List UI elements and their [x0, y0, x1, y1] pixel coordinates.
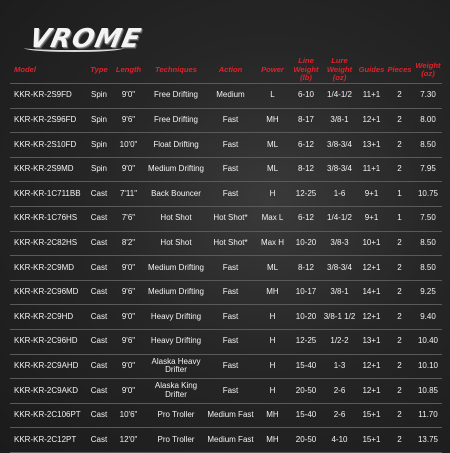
rod-spec-table [10, 57, 442, 453]
cell-line-weight: 10-17 [291, 280, 321, 305]
cell-power: ML [254, 256, 291, 281]
cell-pieces: 2 [385, 231, 414, 256]
cell-type: Cast [86, 256, 112, 281]
cell-power: MH [254, 428, 291, 453]
cell-line-weight: 12-25 [291, 329, 321, 354]
cell-techniques: Pro Troller [145, 428, 207, 453]
cell-lure-weight: 1/2-2 [321, 329, 358, 354]
header-action: Action [218, 64, 243, 74]
cell-model: KKR-KR-2C9AHD [10, 354, 86, 379]
cell-techniques: Free Drifting [145, 108, 207, 133]
header-length: Length [115, 64, 142, 74]
cell-length: 8'2" [112, 231, 145, 256]
cell-action: Fast [207, 280, 254, 305]
cell-power: H [254, 329, 291, 354]
table-row [10, 329, 442, 354]
cell-length: 9'0" [112, 379, 145, 404]
cell-guides: 14+1 [358, 280, 385, 305]
cell-pieces: 2 [385, 403, 414, 428]
cell-techniques: Heavy Drifting [145, 329, 207, 354]
cell-guides: 15+1 [358, 403, 385, 428]
header-power: Power [261, 64, 284, 74]
cell-power: Max L [254, 206, 291, 231]
cell-length: 9'0" [112, 305, 145, 330]
cell-action: Fast [207, 133, 254, 158]
cell-guides: 12+1 [358, 256, 385, 281]
header-guides: Guides [358, 64, 385, 74]
cell-lure-weight: 1/4-1/2 [321, 206, 358, 231]
cell-type: Spin [86, 133, 112, 158]
cell-guides: 13+1 [358, 133, 385, 158]
cell-power: ML [254, 133, 291, 158]
header-pieces: Pieces [387, 64, 412, 74]
cell-pieces: 2 [385, 157, 414, 182]
cell-action: Medium [207, 84, 254, 109]
cell-type: Cast [86, 379, 112, 404]
cell-weight: 8.00 [414, 108, 442, 133]
table-row [10, 305, 442, 330]
cell-weight: 8.50 [414, 231, 442, 256]
cell-line-weight: 20-50 [291, 379, 321, 404]
cell-lure-weight: 2-6 [321, 403, 358, 428]
cell-pieces: 1 [385, 182, 414, 207]
table-row [10, 428, 442, 453]
cell-pieces: 2 [385, 108, 414, 133]
cell-model: KKR-KR-2S10FD [10, 133, 86, 158]
cell-weight: 10.75 [414, 182, 442, 207]
cell-power: MH [254, 403, 291, 428]
header-techniques: Techniques [155, 64, 197, 74]
cell-action: Fast [207, 354, 254, 379]
cell-lure-weight: 3/8-1 [321, 280, 358, 305]
cell-techniques: Pro Troller [145, 403, 207, 428]
cell-pieces: 2 [385, 379, 414, 404]
cell-model: KKR-KR-2C12PT [10, 428, 86, 453]
table-row [10, 231, 442, 256]
cell-weight: 9.40 [414, 305, 442, 330]
header-type: Type [90, 64, 108, 74]
cell-length: 10'6" [112, 403, 145, 428]
cell-weight: 10.10 [414, 354, 442, 379]
cell-pieces: 1 [385, 206, 414, 231]
cell-pieces: 2 [385, 256, 414, 281]
cell-line-weight: 8-12 [291, 157, 321, 182]
cell-guides: 12+1 [358, 305, 385, 330]
cell-guides: 15+1 [358, 428, 385, 453]
cell-model: KKR-KR-1C711BB [10, 182, 86, 207]
cell-pieces: 2 [385, 354, 414, 379]
cell-guides: 9+1 [358, 206, 385, 231]
cell-pieces: 2 [385, 329, 414, 354]
cell-weight: 8.50 [414, 133, 442, 158]
table-row [10, 379, 442, 404]
cell-line-weight: 6-12 [291, 133, 321, 158]
cell-lure-weight: 3/8-3 [321, 231, 358, 256]
cell-techniques: Medium Drifting [145, 157, 207, 182]
cell-model: KKR-KR-2C9MD [10, 256, 86, 281]
cell-model: KKR-KR-2S9MD [10, 157, 86, 182]
cell-line-weight: 15-40 [291, 354, 321, 379]
header-model: Model [14, 64, 36, 74]
cell-length: 9'6" [112, 280, 145, 305]
cell-length: 10'0" [112, 133, 145, 158]
cell-model: KKR-KR-2C106PT [10, 403, 86, 428]
cell-action: Medium Fast [207, 403, 254, 428]
header-lure-weight: Lure Weight (oz) [326, 56, 353, 83]
cell-techniques: Heavy Drifting [145, 305, 207, 330]
cell-techniques: Alaska King Drifter [145, 379, 207, 404]
cell-guides: 9+1 [358, 182, 385, 207]
cell-type: Cast [86, 403, 112, 428]
header-weight: Weight (oz) [415, 60, 441, 78]
cell-length: 7'6" [112, 206, 145, 231]
table-row [10, 206, 442, 231]
cell-length: 12'0" [112, 428, 145, 453]
cell-techniques: Medium Drifting [145, 256, 207, 281]
cell-length: 9'0" [112, 256, 145, 281]
logo-text: VROME [26, 24, 145, 54]
table-row [10, 84, 442, 109]
cell-line-weight: 8-12 [291, 256, 321, 281]
table-row [10, 280, 442, 305]
cell-pieces: 2 [385, 280, 414, 305]
cell-type: Cast [86, 206, 112, 231]
cell-weight: 11.70 [414, 403, 442, 428]
cell-type: Cast [86, 305, 112, 330]
table-row [10, 403, 442, 428]
cell-action: Hot Shot* [207, 231, 254, 256]
cell-lure-weight: 1-3 [321, 354, 358, 379]
cell-type: Cast [86, 182, 112, 207]
cell-action: Fast [207, 108, 254, 133]
cell-length: 9'0" [112, 354, 145, 379]
table-row [10, 354, 442, 379]
cell-power: H [254, 354, 291, 379]
cell-type: Cast [86, 231, 112, 256]
cell-type: Cast [86, 280, 112, 305]
cell-action: Fast [207, 157, 254, 182]
cell-model: KKR-KR-2C9AKD [10, 379, 86, 404]
cell-model: KKR-KR-2C9HD [10, 305, 86, 330]
table-row [10, 133, 442, 158]
cell-lure-weight: 4-10 [321, 428, 358, 453]
cell-power: H [254, 379, 291, 404]
cell-lure-weight: 3/8-3/4 [321, 133, 358, 158]
cell-line-weight: 6-12 [291, 206, 321, 231]
cell-weight: 13.75 [414, 428, 442, 453]
brand-logo [14, 10, 145, 54]
cell-guides: 11+1 [358, 84, 385, 109]
cell-action: Fast [207, 182, 254, 207]
cell-type: Spin [86, 108, 112, 133]
cell-techniques: Hot Shot [145, 206, 207, 231]
cell-power: Max H [254, 231, 291, 256]
table-row [10, 182, 442, 207]
cell-lure-weight: 1/4-1/2 [321, 84, 358, 109]
table-row [10, 256, 442, 281]
cell-weight: 8.50 [414, 256, 442, 281]
cell-techniques: Medium Drifting [145, 280, 207, 305]
cell-guides: 12+1 [358, 354, 385, 379]
cell-action: Medium Fast [207, 428, 254, 453]
cell-power: MH [254, 108, 291, 133]
cell-lure-weight: 3/8-1 [321, 108, 358, 133]
logo-swoosh-icon [24, 44, 124, 52]
cell-length: 9'0" [112, 157, 145, 182]
cell-model: KKR-KR-2C96MD [10, 280, 86, 305]
cell-pieces: 2 [385, 133, 414, 158]
cell-lure-weight: 3/8-1 1/2 [321, 305, 358, 330]
cell-model: KKR-KR-2C82HS [10, 231, 86, 256]
cell-type: Cast [86, 329, 112, 354]
cell-techniques: Free Drifting [145, 84, 207, 109]
cell-type: Spin [86, 157, 112, 182]
cell-lure-weight: 3/8-3/4 [321, 157, 358, 182]
cell-model: KKR-KR-2S9FD [10, 84, 86, 109]
cell-length: 7'11" [112, 182, 145, 207]
cell-length: 9'6" [112, 108, 145, 133]
cell-power: ML [254, 157, 291, 182]
cell-power: MH [254, 280, 291, 305]
cell-action: Fast [207, 329, 254, 354]
cell-type: Cast [86, 428, 112, 453]
table-row [10, 108, 442, 133]
cell-power: H [254, 182, 291, 207]
cell-line-weight: 6-10 [291, 84, 321, 109]
cell-weight: 7.30 [414, 84, 442, 109]
cell-weight: 7.50 [414, 206, 442, 231]
cell-pieces: 2 [385, 305, 414, 330]
cell-length: 9'6" [112, 329, 145, 354]
cell-model: KKR-KR-1C76HS [10, 206, 86, 231]
cell-pieces: 2 [385, 428, 414, 453]
cell-weight: 7.95 [414, 157, 442, 182]
cell-line-weight: 10-20 [291, 305, 321, 330]
cell-lure-weight: 1-6 [321, 182, 358, 207]
cell-weight: 9.25 [414, 280, 442, 305]
cell-line-weight: 12-25 [291, 182, 321, 207]
cell-model: KKR-KR-2C96HD [10, 329, 86, 354]
cell-line-weight: 20-50 [291, 428, 321, 453]
cell-power: L [254, 84, 291, 109]
cell-guides: 12+1 [358, 379, 385, 404]
header-line-weight: Line Weight (lb) [293, 56, 319, 83]
cell-guides: 13+1 [358, 329, 385, 354]
cell-pieces: 2 [385, 84, 414, 109]
cell-action: Fast [207, 256, 254, 281]
cell-techniques: Alaska Heavy Drifter [145, 354, 207, 379]
cell-guides: 10+1 [358, 231, 385, 256]
cell-weight: 10.85 [414, 379, 442, 404]
cell-action: Hot Shot* [207, 206, 254, 231]
cell-type: Spin [86, 84, 112, 109]
cell-techniques: Float Drifting [145, 133, 207, 158]
cell-action: Fast [207, 305, 254, 330]
cell-lure-weight: 2-6 [321, 379, 358, 404]
cell-power: H [254, 305, 291, 330]
header-row [10, 57, 442, 84]
cell-guides: 12+1 [358, 108, 385, 133]
cell-guides: 11+1 [358, 157, 385, 182]
cell-techniques: Back Bouncer [145, 182, 207, 207]
table-row [10, 157, 442, 182]
cell-action: Fast [207, 379, 254, 404]
cell-techniques: Hot Shot [145, 231, 207, 256]
cell-type: Cast [86, 354, 112, 379]
cell-lure-weight: 3/8-3/4 [321, 256, 358, 281]
cell-length: 9'0" [112, 84, 145, 109]
cell-line-weight: 10-20 [291, 231, 321, 256]
cell-weight: 10.40 [414, 329, 442, 354]
cell-line-weight: 8-17 [291, 108, 321, 133]
cell-model: KKR-KR-2S96FD [10, 108, 86, 133]
cell-line-weight: 15-40 [291, 403, 321, 428]
